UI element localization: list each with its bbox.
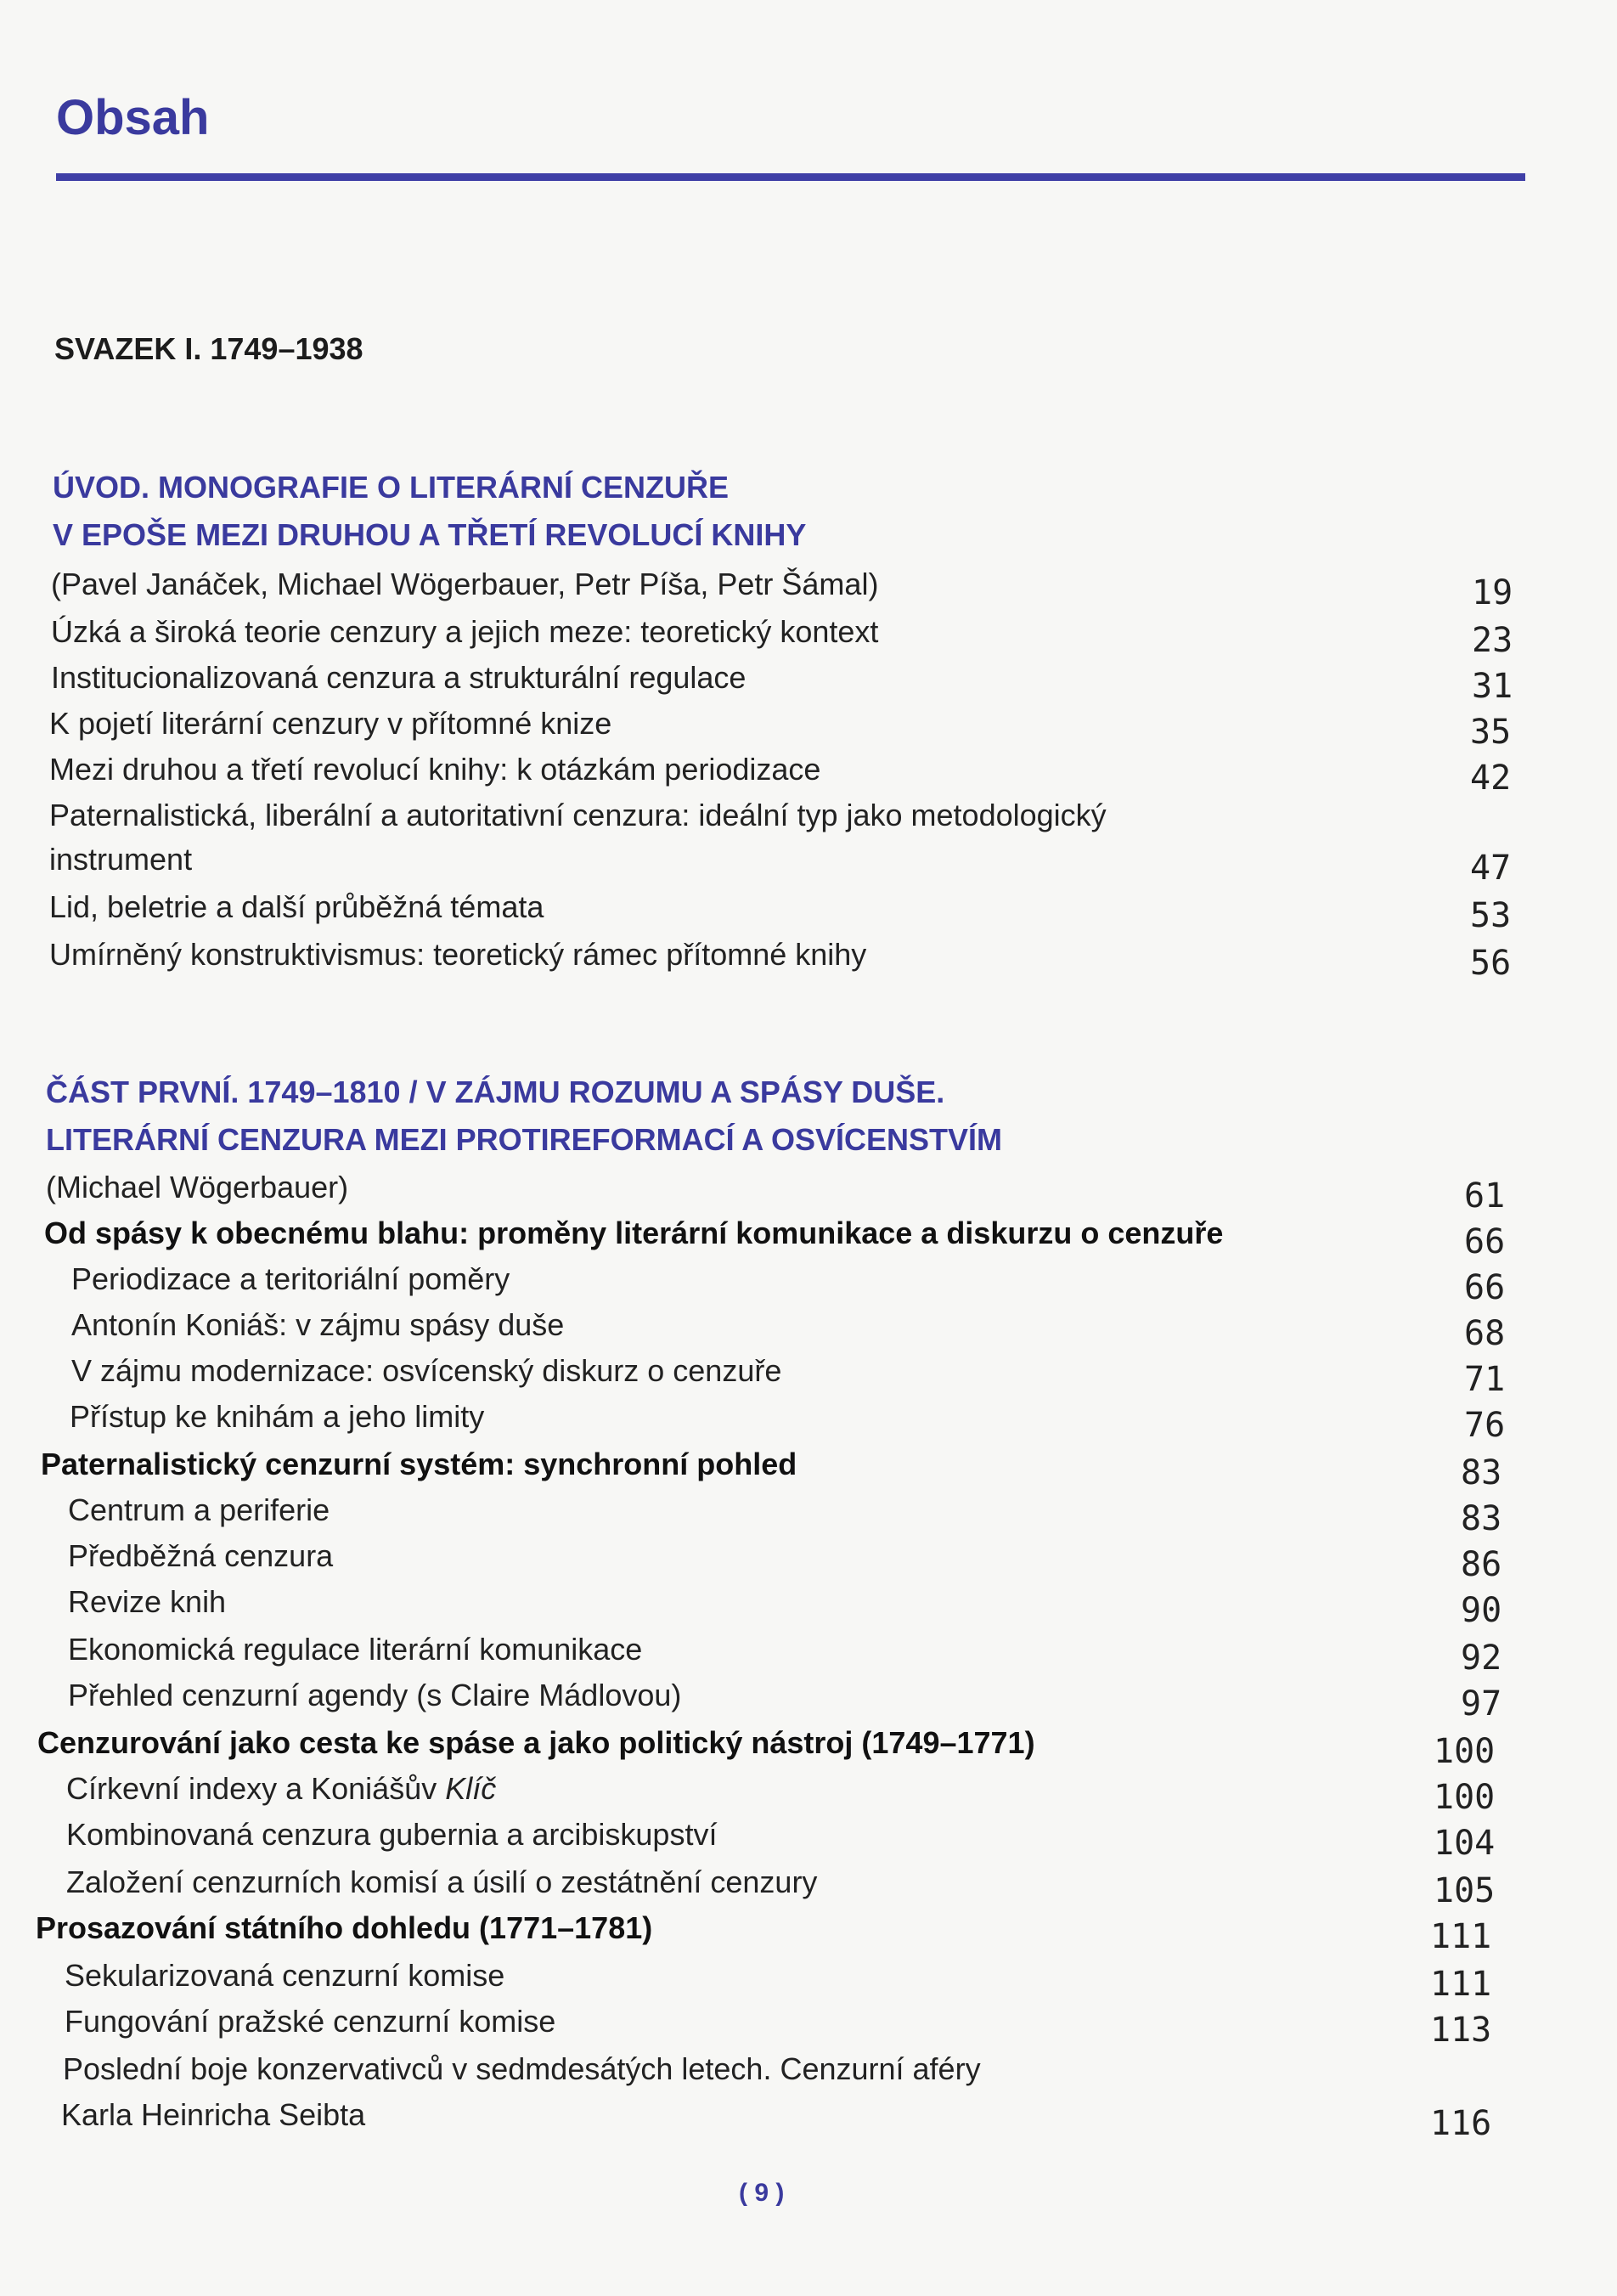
toc-entry <box>66 1859 1510 1910</box>
toc-entry-title-text: Církevní indexy a Koniášův <box>66 1771 437 1806</box>
page-number: ( 9 ) <box>739 2179 785 2207</box>
toc-entry-title: Institucionalizovaná cenzura a strukturální regulace <box>51 660 747 695</box>
toc-entry-page: 90 <box>1461 1591 1502 1630</box>
section-2-heading-line-1: ČÁST PRVNÍ. 1749–1810 / V ZÁJMU ROZUMU A SPÁSY DUŠE. <box>46 1075 945 1109</box>
toc-entry <box>49 746 1518 798</box>
toc-entry-title: Mezi druhou a třetí revolucí knihy: k otázkám periodizace <box>49 752 821 787</box>
toc-entry-title: Cenzurování jako cesta ke spáse a jako politický nástroj (1749–1771) <box>37 1725 1035 1760</box>
toc-chapter-entry <box>37 1719 1515 1771</box>
title-rule <box>56 173 1525 181</box>
toc-entry-title: instrument <box>49 842 193 877</box>
toc-entry-title: Založení cenzurních komisí a úsilí o zestátnění cenzury <box>66 1864 818 1899</box>
toc-entry-page: 71 <box>1464 1360 1506 1399</box>
page-title: Obsah <box>56 90 210 145</box>
toc-entry-page: 105 <box>1434 1871 1496 1910</box>
toc-entry-page: 68 <box>1464 1314 1506 1353</box>
toc-entry-page: 53 <box>1470 896 1512 935</box>
toc-entry-page: 104 <box>1434 1824 1496 1863</box>
toc-entry-page: 111 <box>1430 1917 1492 1956</box>
toc-entry <box>49 931 1518 983</box>
toc-entry <box>71 1255 1515 1307</box>
toc-entry-title: Umírněný konstruktivismus: teoretický rámec přítomné knihy <box>49 937 867 972</box>
toc-entry-title: Centrum a periferie <box>68 1492 330 1527</box>
toc-entry <box>66 1811 1510 1863</box>
toc-entry-title: Prosazování státního dohledu (1771–1781) <box>36 1910 653 1945</box>
toc-entry-title: Revize knih <box>68 1584 227 1619</box>
toc-entry-page: 19 <box>1472 573 1513 612</box>
toc-entry-title: Paternalistický cenzurní systém: synchronní pohled <box>41 1447 797 1481</box>
toc-entry-title: Přehled cenzurní agendy (s Claire Mádlovou) <box>68 1678 682 1712</box>
toc-entry <box>61 2091 1505 2143</box>
toc-entry-title: Sekularizovaná cenzurní komise <box>65 1958 505 1993</box>
toc-entry-title: Předběžná cenzura <box>68 1538 334 1573</box>
toc-entry <box>49 700 1518 752</box>
volume-heading: SVAZEK I. 1749–1938 <box>54 331 363 366</box>
toc-entry <box>68 1626 1512 1678</box>
toc-entry-title: Od spásy k obecnému blahu: proměny literární komunikace a diskurzu o cenzuře <box>44 1216 1224 1250</box>
toc-entry-title: Ekonomická regulace literární komunikace <box>68 1632 643 1667</box>
toc-entry-page: 35 <box>1470 713 1512 752</box>
toc-entry <box>49 836 1518 888</box>
toc-entry <box>68 1672 1512 1723</box>
toc-entry-page: 113 <box>1430 2011 1492 2050</box>
toc-chapter-entry <box>44 1210 1513 1261</box>
toc-entry-title: V zájmu modernizace: osvícenský diskurz o cenzuře <box>71 1353 782 1388</box>
section-2-heading-line-2: LITERÁRNÍ CENZURA MEZI PROTIREFORMACÍ A OSVÍCENSTVÍM <box>46 1122 1003 1157</box>
toc-entry <box>70 1393 1513 1445</box>
section-1-heading-line-2: V EPOŠE MEZI DRUHOU A TŘETÍ REVOLUCÍ KNIHY <box>53 517 807 552</box>
toc-entry-page: 86 <box>1461 1545 1502 1584</box>
toc-entry-title: Kombinovaná cenzura gubernia a arcibiskupství <box>66 1817 718 1852</box>
toc-entry-title: K pojetí literární cenzury v přítomné knize <box>49 706 612 741</box>
toc-chapter-entry <box>36 1904 1513 1956</box>
toc-entry-title: Karla Heinricha Seibta <box>61 2097 366 2132</box>
toc-chapter-entry <box>41 1441 1510 1492</box>
toc-entry-title: Paternalistická, liberální a autoritativní cenzura: ideální typ jako metodologický <box>49 798 1107 832</box>
toc-entry <box>68 1578 1512 1630</box>
toc-entry-page: 42 <box>1470 759 1512 798</box>
toc-entry-page: 92 <box>1461 1639 1502 1678</box>
toc-entry-page: 47 <box>1470 849 1512 888</box>
toc-entry-title: Lid, beletrie a další průběžná témata <box>49 889 544 924</box>
toc-entry-page: 97 <box>1461 1684 1502 1723</box>
toc-entry-page: 66 <box>1464 1268 1506 1307</box>
toc-entry-title: Periodizace a teritoriální poměry <box>71 1261 510 1296</box>
toc-entry-page: 56 <box>1470 944 1512 983</box>
toc-entry-title: (Pavel Janáček, Michael Wögerbauer, Petr Píša, Petr Šámal) <box>51 567 879 601</box>
toc-entry <box>71 1301 1515 1353</box>
toc-entry-page: 111 <box>1430 1965 1492 2004</box>
toc-entry <box>49 792 1518 839</box>
toc-entry-page: 66 <box>1464 1222 1506 1261</box>
toc-entry <box>65 1952 1508 2004</box>
toc-entry <box>65 1998 1508 2050</box>
toc-entry-page: 100 <box>1434 1778 1496 1817</box>
toc-entry-page: 100 <box>1434 1732 1496 1771</box>
toc-entry-page: 61 <box>1464 1176 1506 1216</box>
toc-entry <box>71 1347 1515 1399</box>
toc-entry-title: (Michael Wögerbauer) <box>46 1170 349 1204</box>
toc-entry <box>63 2045 1507 2093</box>
toc-entry <box>66 1765 1510 1817</box>
toc-entry-title <box>66 1765 496 1813</box>
toc-entry <box>68 1532 1512 1584</box>
toc-entry-title: Úzká a široká teorie cenzury a jejich meze: teoretický kontext <box>51 614 879 649</box>
toc-entry-title-italic: Klíč <box>445 1771 497 1806</box>
toc-entry-title: Fungování pražské cenzurní komise <box>65 2004 556 2039</box>
section-1-heading-line-1: ÚVOD. MONOGRAFIE O LITERÁRNÍ CENZUŘE <box>53 470 730 505</box>
toc-entry <box>46 1164 1515 1216</box>
toc-entry-page: 83 <box>1461 1453 1502 1492</box>
toc-entry <box>51 561 1520 612</box>
toc-entry <box>51 654 1520 706</box>
toc-entry <box>51 608 1520 660</box>
toc-entry-title: Poslední boje konzervativců v sedmdesátých letech. Cenzurní aféry <box>63 2051 981 2086</box>
toc-entry <box>49 883 1518 935</box>
toc-entry-page: 76 <box>1464 1406 1506 1445</box>
toc-entry-page: 116 <box>1430 2104 1492 2143</box>
toc-entry <box>68 1486 1512 1538</box>
toc-entry-page: 31 <box>1472 667 1513 706</box>
toc-entry-title: Přístup ke knihám a jeho limity <box>70 1399 485 1434</box>
toc-entry-title: Antonín Koniáš: v zájmu spásy duše <box>71 1307 565 1342</box>
toc-entry-page: 23 <box>1472 621 1513 660</box>
toc-entry-page: 83 <box>1461 1499 1502 1538</box>
